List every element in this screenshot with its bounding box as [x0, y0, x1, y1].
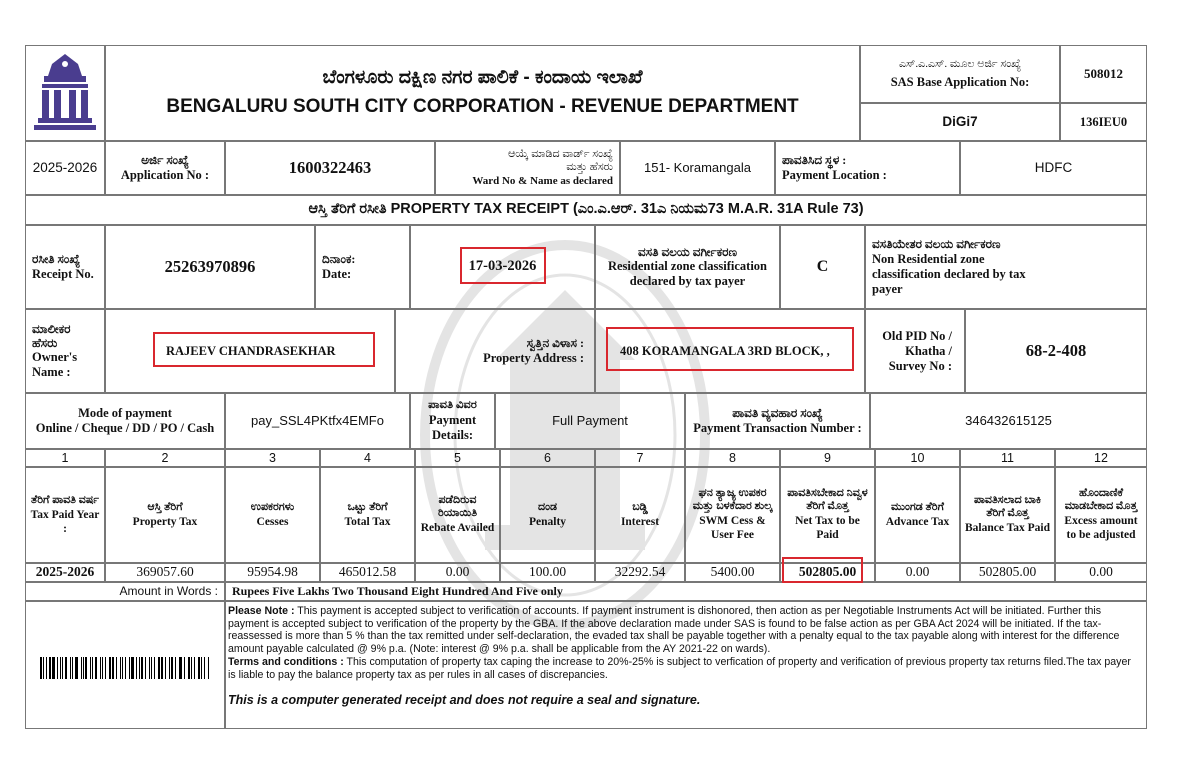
column-header [875, 467, 960, 563]
application-label-cell [105, 141, 225, 195]
column-header-kannada: ಆಸ್ತಿ ತೆರಿಗೆ [147, 500, 183, 513]
column-number: 8 [685, 449, 780, 467]
transaction-label-english: Payment Transaction Number : [693, 420, 862, 435]
column-header [595, 467, 685, 563]
owner-highlight-box [153, 332, 375, 367]
non-residential-zone-label-english: Non Residential zone classification declared by tax payer [872, 251, 1026, 296]
column-header-english: Interest [620, 515, 660, 528]
column-header-english: Total Tax [344, 515, 391, 528]
pid-label-1: Old PID No / [882, 328, 952, 343]
residential-zone-value: C [780, 225, 865, 309]
digi-value: DiGi7 [860, 103, 1060, 141]
transaction-label-cell [685, 393, 870, 449]
year-value: 2025-2026 [25, 141, 105, 195]
ward-label-cell [435, 141, 620, 195]
column-header-english: SWM Cess & User Fee [699, 515, 766, 542]
receipt-label-english: Receipt No. [32, 266, 94, 281]
application-number: 1600322463 [225, 141, 435, 195]
column-header [960, 467, 1055, 563]
ward-label-kannada-1: ಆಯ್ಕೆ ಮಾಡಿದ ವಾರ್ಡ್ ಸಂಖ್ಯೆ [507, 148, 613, 161]
tax-value: 100.00 [500, 563, 595, 582]
column-header-kannada: ಒಟ್ಟು ತೆರಿಗೆ [347, 500, 388, 513]
column-number: 6 [500, 449, 595, 467]
owner-label-cell [25, 309, 105, 393]
column-header-english: Property Tax [132, 515, 198, 528]
receipt-title: ಆಸ್ತಿ ತೆರಿಗೆ ರಸೀತಿ PROPERTY TAX RECEIPT (ಎಂ.ಎ.ಆರ್. 31ಎ ನಿಯಮ73 M.A.R. 31A Rule 73) [25, 195, 1147, 225]
address-highlight-box [606, 327, 854, 371]
owner-label-kannada-2: ಹೆಸರು [32, 336, 58, 350]
tax-value: 2025-2026 [25, 563, 105, 582]
tax-value: 0.00 [875, 563, 960, 582]
tax-value: 465012.58 [320, 563, 415, 582]
receipt-label-kannada: ರಸೀತಿ ಸಂಖ್ಯೆ [32, 252, 81, 267]
logo-cell [25, 45, 105, 141]
column-header-english: Rebate Availed [420, 522, 495, 535]
tax-value: 0.00 [415, 563, 500, 582]
residential-zone-label-kannada: ವಸತಿ ವಲಯ ವರ್ಗೀಕರಣ [638, 244, 737, 259]
non-residential-zone-label-kannada: ವಸತಿಯೇತರ ವಲಯ ವರ್ಗೀಕರಣ [872, 237, 1001, 252]
transaction-number: 346432615125 [870, 393, 1147, 449]
column-number: 4 [320, 449, 415, 467]
tax-value: 32292.54 [595, 563, 685, 582]
sas-label-kannada: ಎಸ್.ಎ.ಎಸ್. ಮೂಲ ಅರ್ಜಿ ಸಂಖ್ಯೆ [898, 57, 1022, 70]
residential-zone-label-cell [595, 225, 780, 309]
date-label-kannada: ದಿನಾಂಕ: [322, 252, 356, 267]
please-note-text: This payment is accepted subject to verification of accounts. If payment instrument is dishonored, then action as per Negotiable Instruments Act will be initiated. Further this payment is accepted subject to verification of the property by the GBA. If the above declaration made under SAS is found to be false action as per GBA Act 2024 will be initiated. If the tax-reassessed is more than 5 % than the tax remitted under self-declaration, the evaded tax shall be payable together with a penalty equal to the tax payable along with interest for the difference amount payable calculated @ 9% p.a. (Note: interest @ 9% p.a. shall be applicable from the AY 2021-22 on wards). [228, 605, 1120, 656]
address-label-english: Property Address : [483, 350, 584, 365]
column-header [415, 467, 500, 563]
tax-value: 502805.00 [960, 563, 1055, 582]
receipt-number: 25263970896 [105, 225, 315, 309]
owner-label-english-2: Name : [32, 365, 71, 380]
residential-zone-label-english: Residential zone classification declared by tax payer [607, 259, 767, 289]
column-header-english: Balance Tax Paid [965, 522, 1050, 535]
column-header-kannada: ಹೊಂದಾಣಿಕೆ ಮಾಡಬೇಕಾದ ಮೊತ್ತ [1064, 487, 1138, 513]
column-header-english: Cesses [256, 515, 289, 528]
receipt-date: 17-03-2026 [410, 225, 595, 309]
column-header-english: Excess amount to be adjusted [1064, 515, 1138, 542]
terms-label: Terms and conditions : [228, 655, 344, 668]
date-highlight-box [460, 247, 546, 284]
column-header-kannada: ಘನ ತ್ಯಾಜ್ಯ ಉಪಕರ ಮತ್ತು ಬಳಕೆದಾರ ಶುಲ್ಕ [692, 487, 773, 513]
column-header-kannada: ತೆರಿಗೆ ಪಾವತಿ ವರ್ಷ [30, 493, 100, 506]
column-header-kannada: ಮುಂಗಡ ತೆರಿಗೆ [890, 500, 944, 513]
terms-paragraph [228, 656, 1138, 681]
payment-details-label-english-1: Payment [428, 412, 477, 427]
payment-details-label-english-2: Details: [432, 427, 473, 442]
column-number: 9 [780, 449, 875, 467]
column-number: 10 [875, 449, 960, 467]
address-label-kannada: ಸ್ವತ್ತಿನ ವಿಳಾಸ : [526, 336, 584, 351]
sas-label-english: SAS Base Application No: [890, 75, 1030, 90]
pid-label-3: Survey No : [888, 358, 952, 373]
please-note-label: Please Note : [228, 605, 295, 617]
column-header-english: Advance Tax [885, 515, 950, 528]
column-number: 2 [105, 449, 225, 467]
payment-location-label-kannada: ಪಾವತಿಸಿದ ಸ್ಥಳ : [782, 153, 847, 168]
column-number: 11 [960, 449, 1055, 467]
owner-label-kannada-1: ಮಾಲೀಕರ [32, 321, 71, 336]
column-number: 5 [415, 449, 500, 467]
column-header-kannada: ಬಡ್ಡಿ [632, 500, 648, 513]
date-label-english: Date: [322, 266, 352, 281]
sas-label-cell [860, 45, 1060, 103]
notes-text [228, 605, 1138, 708]
column-header-english: Net Tax to be Paid [795, 515, 860, 542]
payment-location-value: HDFC [960, 141, 1147, 195]
owner-label-english-1: Owner's [32, 350, 78, 365]
tax-value: 502805.00 [780, 563, 875, 582]
sas-value: 508012 [1060, 45, 1147, 103]
payment-mode-label-1: Mode of payment [78, 406, 172, 420]
column-header [500, 467, 595, 563]
title-kannada: ಬೆಂಗಳೂರು ದಕ್ಷಿಣ ನಗರ ಪಾಲಿಕೆ - ಕಂದಾಯ ಇಲಾಖೆ [322, 67, 643, 89]
title-english: BENGALURU SOUTH CITY CORPORATION - REVENUE DEPARTMENT [166, 96, 799, 117]
column-number: 3 [225, 449, 320, 467]
application-label-kannada: ಅರ್ಜಿ ಸಂಖ್ಯೆ [141, 153, 189, 168]
column-header-english: Tax Paid Year : [30, 508, 100, 535]
amount-words-label: Amount in Words : [25, 582, 225, 601]
column-header-english: Penalty [528, 515, 567, 528]
net-tax-highlight-box [782, 557, 863, 583]
column-number: 12 [1055, 449, 1147, 467]
column-header [105, 467, 225, 563]
tax-value: 5400.00 [685, 563, 780, 582]
tax-value: 0.00 [1055, 563, 1147, 582]
payment-mode-value: pay_SSL4PKtfx4EMFo [225, 393, 410, 449]
computer-generated-note: This is a computer generated receipt and does not require a seal and signature. [228, 693, 701, 708]
tax-value: 95954.98 [225, 563, 320, 582]
pid-label-2: Khatha / [905, 343, 952, 358]
payment-details-label-kannada: ಪಾವತಿ ವಿವರ [428, 399, 477, 412]
column-header [780, 467, 875, 563]
column-header [685, 467, 780, 563]
tax-value: 369057.60 [105, 563, 225, 582]
payment-mode-label-2: Online / Cheque / DD / PO / Cash [35, 421, 215, 435]
barcode-icon [40, 657, 210, 679]
bbmp-logo-icon [30, 50, 100, 136]
column-number: 7 [595, 449, 685, 467]
ward-label-english: Ward No & Name as declared [472, 174, 613, 187]
non-residential-zone-label-cell [865, 225, 1147, 309]
terms-text: This computation of property tax caping the increase to 20%-25% is subject to verfication of property and verification of previous property tax returns filed.The tax payer is liable to pay the balance property tax as per rules in all cases of discrepancies. [228, 655, 1131, 681]
application-label-english: Application No : [120, 167, 210, 182]
amount-words-value: Rupees Five Lakhs Two Thousand Eight Hundred And Five only [225, 582, 1147, 601]
date-label-cell [315, 225, 410, 309]
payment-location-label-cell [775, 141, 960, 195]
column-header-kannada: ಉಪಕರಗಳು [250, 500, 295, 513]
column-header [225, 467, 320, 563]
code-value: 136IEU0 [1060, 103, 1147, 141]
payment-mode-label-cell [25, 393, 225, 449]
property-address: 408 KORAMANGALA 3RD BLOCK, , [595, 309, 865, 393]
column-header-kannada: ದಂಡ [538, 500, 557, 513]
receipt-label-cell [25, 225, 105, 309]
please-note-paragraph [228, 605, 1138, 656]
column-header-kannada: ಪಡೆದಿರುವ ರಿಯಾಯಿತಿ [437, 493, 478, 520]
column-header-kannada: ಪಾವತಿಸಬೇಕಾದ ನಿವ್ವಳ ತೆರಿಗೆ ಮೊತ್ತ [787, 487, 868, 513]
column-header-kannada: ಪಾವತಿಸಲಾದ ಬಾಕಿ ತೆರಿಗೆ ಮೊತ್ತ [973, 493, 1042, 520]
column-number: 1 [25, 449, 105, 467]
column-header [25, 467, 105, 563]
payment-location-label-english: Payment Location : [782, 167, 887, 182]
pid-label-cell [865, 309, 965, 393]
column-header [1055, 467, 1147, 563]
title-cell [105, 45, 860, 141]
payment-details-value: Full Payment [495, 393, 685, 449]
owner-name: RAJEEV CHANDRASEKHAR [105, 309, 395, 393]
ward-value: 151- Koramangala [620, 141, 775, 195]
payment-details-label-cell [410, 393, 495, 449]
ward-label-kannada-2: ಮತ್ತು ಹೆಸರು [566, 161, 613, 174]
address-label-cell [395, 309, 595, 393]
pid-value: 68-2-408 [965, 309, 1147, 393]
column-header [320, 467, 415, 563]
transaction-label-kannada: ಪಾವತಿ ವ್ಯವಹಾರ ಸಂಖ್ಯೆ [732, 406, 823, 421]
